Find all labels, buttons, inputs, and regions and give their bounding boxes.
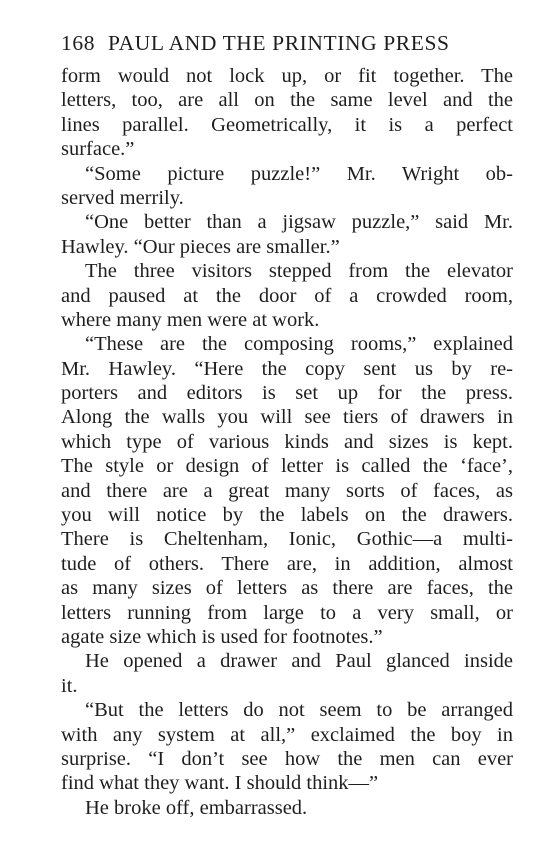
text-line: Along the walls you will see tiers of drawers in: [61, 406, 513, 429]
text-line: The style or design of letter is called the ‘face’,: [61, 455, 513, 478]
text-line: surface.”: [61, 138, 135, 161]
body-text: [61, 64, 513, 820]
text-line: letters, too, are all on the same level and the: [61, 89, 513, 112]
paragraph: [61, 332, 513, 649]
paragraph: [61, 162, 513, 211]
text-line: Mr. Hawley. “Here the copy sent us by re-: [61, 357, 513, 380]
text-line: agate size which is used for footnotes.”: [61, 625, 383, 648]
text-line: letters running from large to a very small, or: [61, 601, 513, 624]
text-line: and there are a great many sorts of faces, as: [61, 479, 513, 502]
text-line: find what they want. I should think—”: [61, 772, 379, 795]
text-line: He broke off, embarrassed.: [85, 796, 308, 819]
paragraph: [61, 796, 513, 820]
page-number: 168: [61, 31, 96, 55]
text-line: The three visitors stepped from the elevator: [85, 260, 513, 283]
text-line: surprise. “I don’t see how the men can ever: [61, 747, 513, 770]
text-line: with any system at all,” exclaimed the boy in: [61, 723, 513, 746]
book-page: [61, 30, 513, 820]
paragraph: [61, 649, 513, 698]
text-line: Hawley. “Our pieces are smaller.”: [61, 235, 340, 258]
text-line: it.: [61, 674, 78, 697]
text-line: lines parallel. Geometrically, it is a perfect: [61, 113, 513, 136]
paragraph: [61, 210, 513, 259]
running-title: PAUL AND THE PRINTING PRESS: [108, 31, 450, 55]
text-line: “Some picture puzzle!” Mr. Wright ob-: [85, 162, 513, 185]
text-line: “One better than a jigsaw puzzle,” said Mr.: [85, 211, 513, 234]
text-line: He opened a drawer and Paul glanced inside: [85, 650, 513, 673]
text-line: which type of various kinds and sizes is kept.: [61, 430, 513, 453]
text-line: tude of others. There are, in addition, almost: [61, 552, 513, 575]
text-line: you will notice by the labels on the drawers.: [61, 504, 513, 527]
text-line: form would not lock up, or fit together. The: [61, 65, 513, 87]
paragraph: [61, 698, 513, 796]
paragraph: [61, 64, 513, 162]
text-line: “But the letters do not seem to be arranged: [85, 699, 513, 722]
paragraph: [61, 259, 513, 332]
text-line: porters and editors is set up for the press.: [61, 382, 513, 405]
text-line: There is Cheltenham, Ionic, Gothic—a multi-: [61, 528, 513, 551]
text-line: as many sizes of letters as there are faces, the: [61, 577, 513, 600]
text-line: where many men were at work.: [61, 308, 320, 331]
text-line: and paused at the door of a crowded room,: [61, 284, 513, 307]
text-line: served merrily.: [61, 186, 184, 209]
running-head: [61, 30, 513, 56]
text-line: “These are the composing rooms,” explained: [85, 333, 513, 356]
